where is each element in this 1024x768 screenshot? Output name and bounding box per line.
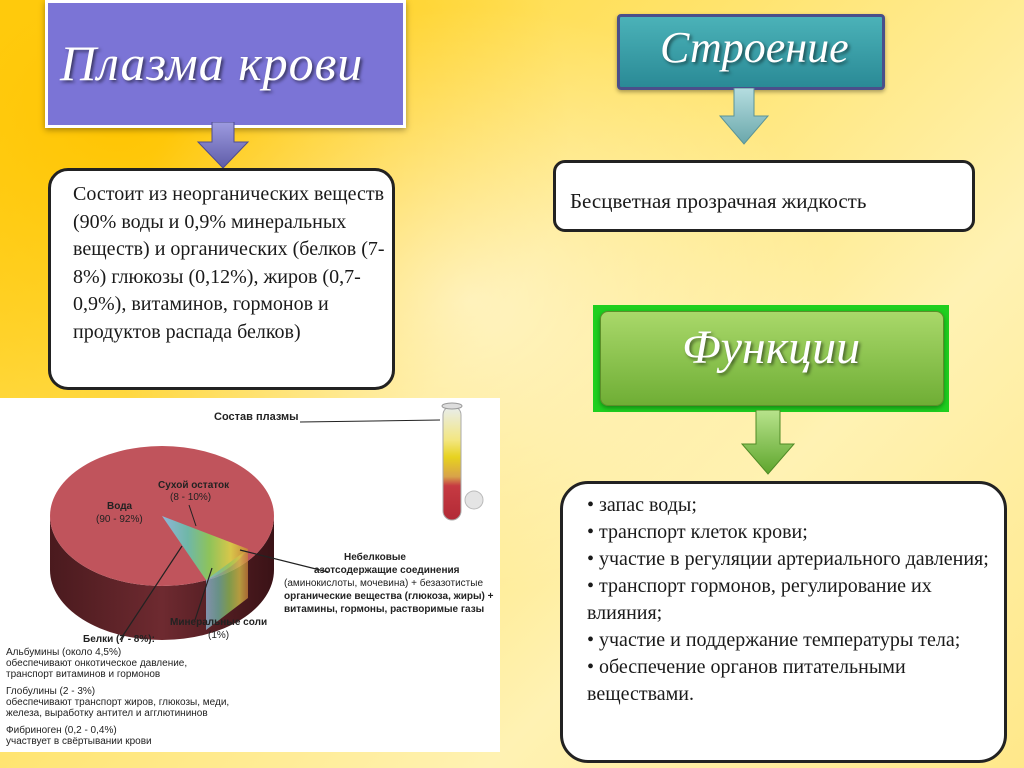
water-label: Вода	[107, 501, 133, 512]
figure-title: Состав плазмы	[214, 411, 299, 423]
structure-textbox	[553, 160, 975, 232]
fibrinogen-label: Фибриноген (0,2 - 0,4%)	[6, 725, 117, 736]
proteins-label: Белки (7 - 8%):	[83, 634, 155, 645]
arrow-down-icon	[740, 410, 796, 476]
globulins-desc: обеспечивают транспорт жиров, глюкозы, меди,	[6, 697, 230, 708]
test-tube	[443, 406, 461, 520]
arrow-down-icon	[196, 122, 250, 170]
nonprotein-label: азотсодержащие соединения	[314, 565, 460, 576]
composition-text: Состоит из неорганических веществ (90% воды и 0,9% минеральных веществ) и органических (белков (7- 8%) глюкозы (0,12%), жиров (0,7-0,9%), витаминов, гормонов и продуктов распада белков)	[73, 183, 385, 343]
nonprotein-label: органические вещества (глюкоза, жиры) +	[284, 591, 494, 602]
composition-textbox	[48, 168, 395, 390]
structure-title: Строение	[660, 23, 849, 72]
dry-residue-percent: (8 - 10%)	[170, 492, 212, 503]
albumins-desc: обеспечивают онкотическое давление,	[6, 658, 188, 669]
nonprotein-label: витамины, гормоны, растворимые газы	[284, 604, 485, 615]
dry-residue-label: Сухой остаток	[158, 480, 230, 491]
list-item: • участие и поддержание температуры тела;	[587, 629, 961, 651]
plasma-composition-figure	[0, 398, 500, 752]
albumins-desc: транспорт витаминов и гормонов	[6, 669, 161, 680]
arrow-down-icon	[718, 88, 770, 146]
water-percent: (90 - 92%)	[96, 514, 143, 525]
functions-textbox	[560, 481, 1007, 763]
globulins-desc: железа, выработку антител и агглютининов	[6, 708, 208, 719]
nonprotein-label: Небелковые	[344, 552, 406, 563]
nonprotein-label: (аминокислоты, мочевина) + безазотистые	[284, 578, 484, 589]
mineral-salts-label: Минеральные соли	[170, 617, 268, 628]
list-item: • обеспечение органов питательными веществами.	[587, 656, 906, 705]
functions-list	[587, 492, 994, 708]
structure-text: Бесцветная прозрачная жидкость	[570, 189, 867, 213]
globulins-label: Глобулины (2 - 3%)	[6, 686, 96, 697]
albumins-label: Альбумины (около 4,5%)	[6, 647, 122, 658]
list-item: • участие в регуляции артериального давления;	[587, 548, 989, 570]
mineral-salts-percent: (1%)	[208, 630, 230, 641]
functions-title: Функции	[682, 321, 861, 374]
page-title: Плазма крови	[60, 35, 364, 91]
fibrinogen-desc: участвует в свёртывании крови	[6, 736, 152, 747]
list-item: • запас воды;	[587, 494, 697, 516]
list-item: • транспорт клеток крови;	[587, 521, 808, 543]
list-item: • транспорт гормонов, регулирование их влияния;	[587, 575, 932, 624]
